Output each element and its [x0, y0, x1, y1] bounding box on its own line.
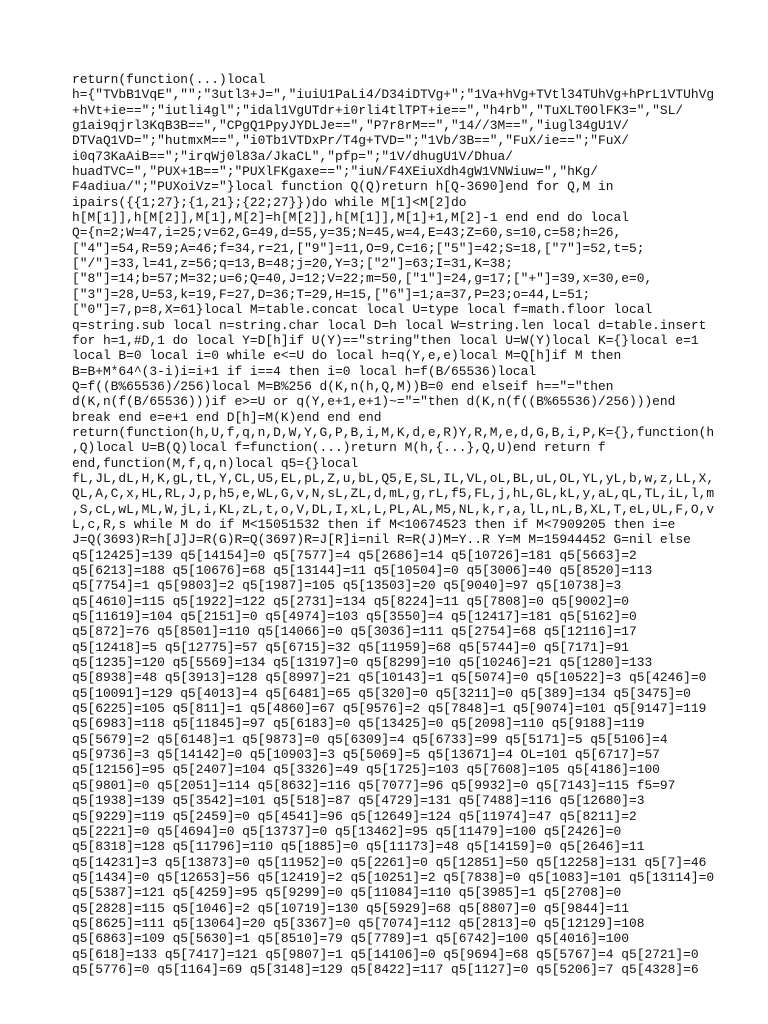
code-document	[72, 72, 715, 977]
code-line: return(function(h,U,f,q,n,D,W,Y,G,P,B,i,M,K,d,e,R)Y,R,M,e,d,G,B,i,P,K={},function(h	[72, 424, 715, 440]
code-line: q5[5387]=121 q5[4259]=95 q5[9299]=0 q5[11084]=110 q5[3985]=1 q5[2708]=0	[72, 885, 622, 901]
code-line: J=Q(3693)R=h[J]J=R(G)R=Q(3697)R=J[R]i=nil R=R(J)M=Y..R Y=M M=15944452 G=nil else	[72, 532, 691, 548]
code-line: d(K,n(f(B/65536)))if e>=U or q(Y,e+1,e+1)~="="then d(K,n(f((B%65536)/256)))end	[72, 394, 676, 410]
code-line: Q=f((B%65536)/256)local M=B%256 d(K,n(h,Q,M))B=0 end elseif h=="="then	[72, 378, 614, 394]
code-line: for h=1,#D,1 do local Y=D[h]if U(Y)=="string"then local U=W(Y)local K={}local e=1	[72, 332, 699, 348]
code-line: q5[5776]=0 q5[1164]=69 q5[3148]=129 q5[8422]=117 q5[1127]=0 q5[5206]=7 q5[4328]=6	[72, 961, 699, 977]
code-line: QL,A,C,x,HL,RL,J,p,h5,e,WL,G,v,N,sL,ZL,d,mL,g,rL,f5,FL,j,hL,GL,kL,y,aL,qL,TL,iL,l,m	[72, 486, 715, 502]
code-line: q5[2828]=115 q5[1046]=2 q5[10719]=130 q5[5929]=68 q5[8807]=0 q5[9844]=11	[72, 900, 629, 916]
code-line: ["0"]=7,p=8,X=61}local M=table.concat local U=type local f=math.floor local	[72, 302, 653, 318]
code-line: q5[8318]=128 q5[11796]=110 q5[1885]=0 q5[11173]=48 q5[14159]=0 q5[2646]=11	[72, 839, 645, 855]
code-line: q5[11619]=104 q5[2151]=0 q5[4974]=103 q5[3550]=4 q5[12417]=181 q5[5162]=0	[72, 609, 637, 625]
code-line: huadTVC=","PUX+1B==";"PUXlFKgaxe==";"iuN/F4XEiuXdh4gW1VNWiuw=","hKg/	[72, 164, 599, 180]
code-line: q5[5679]=2 q5[6148]=1 q5[9873]=0 q5[6309]=4 q5[6733]=99 q5[5171]=5 q5[5106]=4	[72, 731, 668, 747]
code-line: ["3"]=28,U=53,k=19,F=27,D=36;T=29,H=15,["6"]=1;a=37,P=23;o=44,L=51;	[72, 286, 591, 302]
code-line: h[M[1]],h[M[2]],M[1],M[2]=h[M[2]],h[M[1]],M[1]+1,M[2]-1 end end do local	[72, 210, 629, 226]
code-line: q5[9229]=119 q5[2459]=0 q5[4541]=96 q5[12649]=124 q5[11974]=47 q5[8211]=2	[72, 808, 637, 824]
code-line: Q={n=2;W=47,i=25;v=62,G=49,d=55,y=35;N=45,w=4,E=43;Z=60,s=10,c=58;h=26,	[72, 225, 622, 241]
code-line: g1ai9qjrl3KqB3B==","CPgQ1PpyJYDLJe==","P7r8rM==","14//3M==","iugl34gU1V/	[72, 118, 629, 134]
code-line: ,Q)local U=B(Q)local f=function(...)return M(h,{...},Q,U)end return f	[72, 440, 606, 456]
code-line: L,c,R,s while M do if M<15051532 then if M<10674523 then if M<7909205 then i=e	[72, 516, 676, 532]
code-line: q5[12418]=5 q5[12775]=57 q5[6715]=32 q5[11959]=68 q5[5744]=0 q5[7171]=91	[72, 639, 629, 655]
code-line: q5[8625]=111 q5[13064]=20 q5[3367]=0 q5[7074]=112 q5[2813]=0 q5[12129]=108	[72, 915, 645, 931]
code-line: return(function(...)local	[72, 72, 266, 87]
code-line: fL,JL,dL,H,K,gL,tL,Y,CL,U5,EL,pL,Z,u,bL,Q5,E,SL,IL,VL,oL,BL,uL,OL,YL,yL,b,w,z,LL,X,	[72, 470, 715, 486]
code-line: q5[9801]=0 q5[2051]=114 q5[8632]=116 q5[7077]=96 q5[9932]=0 q5[7143]=115 f5=97	[72, 777, 676, 793]
code-line: q5[1938]=139 q5[3542]=101 q5[518]=87 q5[4729]=131 q5[7488]=116 q5[12680]=3	[72, 793, 645, 809]
code-line: q5[618]=133 q5[7417]=121 q5[9807]=1 q5[14106]=0 q5[9694]=68 q5[5767]=4 q5[2721]=0	[72, 946, 699, 962]
code-line: q5[12425]=139 q5[14154]=0 q5[7577]=4 q5[2686]=14 q5[10726]=181 q5[5663]=2	[72, 547, 637, 563]
code-line: q5[12156]=95 q5[2407]=104 q5[3326]=49 q5[1725]=103 q5[7608]=105 q5[4186]=100	[72, 762, 660, 778]
code-line: ,S,cL,wL,ML,W,jL,i,KL,zL,t,o,V,DL,I,xL,L,PL,AL,M5,NL,k,r,a,lL,nL,B,XL,T,eL,UL,F,O,v	[72, 501, 715, 517]
code-line: i0q73KaAiB==";"irqWj0l83a/JkaCL","pfp=";"1V/dhugU1V/Dhua/	[72, 148, 513, 164]
code-line: q5[6983]=118 q5[11845]=97 q5[6183]=0 q5[13425]=0 q5[2098]=110 q5[9188]=119	[72, 716, 645, 732]
code-line: ipairs({{1;27};{1,21};{22;27}})do while M[1]<M[2]do	[72, 194, 467, 210]
code-line: break end e=e+1 end D[h]=M(K)end end end	[72, 409, 382, 425]
code-line: ["8"]=14;b=57;M=32;u=6;Q=40,J=12;V=22;m=50,["1"]=24,g=17;["+"]=39,x=30,e=0,	[72, 271, 653, 287]
code-line: q5[7754]=1 q5[9803]=2 q5[1987]=105 q5[13503]=20 q5[9040]=97 q5[10738]=3	[72, 578, 622, 594]
code-line: end,function(M,f,q,n)local q5={}local	[72, 455, 359, 471]
code-line: ["4"]=54,R=59;A=46;f=34,r=21,["9"]=11,O=9,C=16;["5"]=42;S=18,["7"]=52,t=5;	[72, 240, 645, 256]
code-line: q5[8938]=48 q5[3913]=128 q5[8997]=21 q5[10143]=1 q5[5074]=0 q5[10522]=3 q5[4246]=0	[72, 670, 707, 686]
code-line: q5[872]=76 q5[8501]=110 q5[14066]=0 q5[3036]=111 q5[2754]=68 q5[12116]=17	[72, 624, 637, 640]
code-line: q=string.sub local n=string.char local D=h local W=string.len local d=table.insert	[72, 317, 707, 333]
code-line: q5[14231]=3 q5[13873]=0 q5[11952]=0 q5[2261]=0 q5[12851]=50 q5[12258]=131 q5[7]=46	[72, 854, 707, 870]
code-line: DTVaQ1VD=";"hutmxM==","i0Tb1VTDxPr/T4g+TVD=";"1Vb/3B==","FuX/ie==";"FuX/	[72, 133, 629, 149]
code-line: q5[6213]=188 q5[10676]=68 q5[13144]=11 q5[10504]=0 q5[3006]=40 q5[8520]=113	[72, 563, 653, 578]
code-line: B=B+M*64^(3-i)i=i+1 if i==4 then i=0 local h=f(B/65536)local	[72, 363, 537, 379]
code-line: q5[1434]=0 q5[12653]=56 q5[12419]=2 q5[10251]=2 q5[7838]=0 q5[1083]=101 q5[13114]=0	[72, 869, 715, 885]
code-line: q5[6225]=105 q5[811]=1 q5[4860]=67 q5[9576]=2 q5[7848]=1 q5[9074]=101 q5[9147]=119	[72, 701, 707, 717]
code-line: q5[2221]=0 q5[4694]=0 q5[13737]=0 q5[13462]=95 q5[11479]=100 q5[2426]=0	[72, 823, 622, 839]
code-line: q5[1235]=120 q5[5569]=134 q5[13197]=0 q5[8299]=10 q5[10246]=21 q5[1280]=133	[72, 655, 653, 671]
code-line: q5[6863]=109 q5[5630]=1 q5[8510]=79 q5[7789]=1 q5[6742]=100 q5[4016]=100	[72, 931, 629, 947]
code-line: ["/"]=33,l=41,z=56;q=13,B=48;j=20,Y=3;["2"]=63;I=31,K=38;	[72, 256, 513, 272]
code-line: F4adiua/";"PUXoiVz="}local function Q(Q)return h[Q-3690]end for Q,M in	[72, 179, 614, 195]
code-line: +hVt+ie==";"iutli4gl";"idal1VgUTdr+i0rli4tlTPT+ie==","h4rb","TuXLT0OlFK3=","SL/	[72, 102, 684, 118]
code-line: local B=0 local i=0 while e<=U do local h=q(Y,e,e)local M=Q[h]if M then	[72, 348, 622, 364]
code-line: q5[4610]=115 q5[1922]=122 q5[2731]=134 q5[8224]=11 q5[7808]=0 q5[9002]=0	[72, 593, 629, 609]
code-line: h={"TVbB1VqE","";"3utl3+J=","iuiU1PaLi4/D34iDTVg+";"1Va+hVg+TVtl34TUhVg+hPrL1VTUhVg	[72, 87, 715, 103]
code-line: q5[9736]=3 q5[14142]=0 q5[10903]=3 q5[5069]=5 q5[13671]=4 OL=101 q5[6717]=57	[72, 747, 660, 763]
code-line: q5[10091]=129 q5[4013]=4 q5[6481]=65 q5[320]=0 q5[3211]=0 q5[389]=134 q5[3475]=0	[72, 685, 691, 701]
